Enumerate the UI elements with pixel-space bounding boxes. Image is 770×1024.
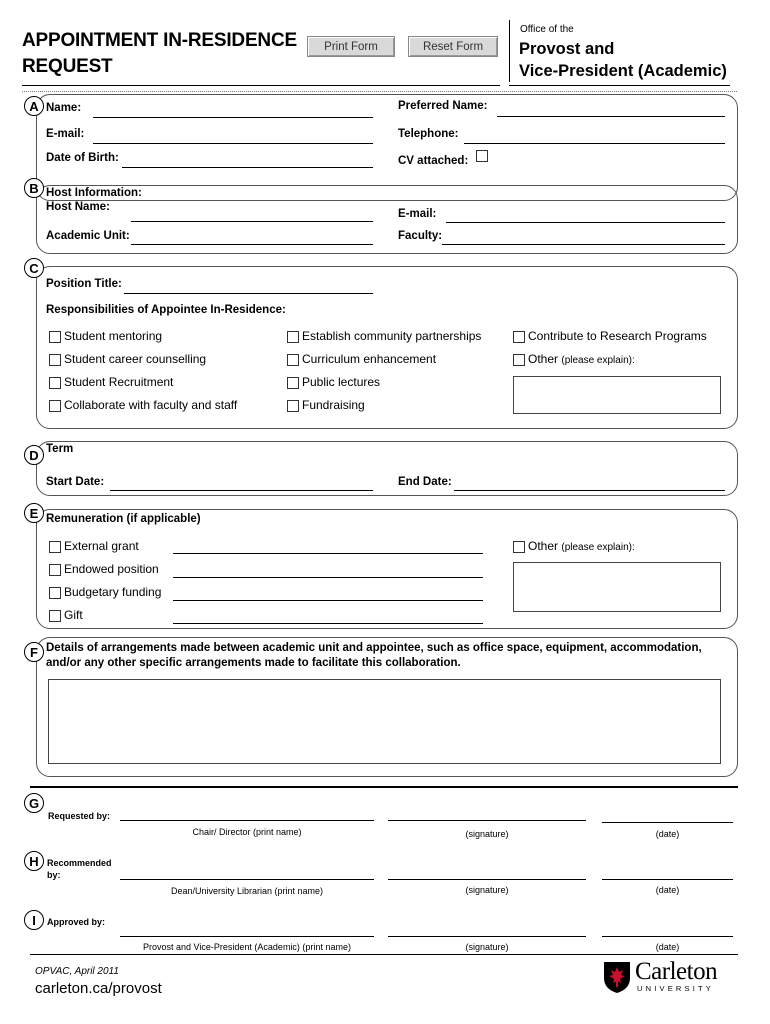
option-collaborate-faculty: Collaborate with faculty and staff bbox=[64, 398, 238, 412]
preferred-name-field[interactable] bbox=[497, 116, 725, 117]
end-date-field[interactable] bbox=[454, 490, 725, 491]
form-code: OPVAC, April 2011 bbox=[35, 966, 119, 977]
carleton-crest-icon bbox=[602, 960, 632, 994]
position-title-field[interactable] bbox=[124, 293, 373, 294]
name-label: Name: bbox=[46, 102, 82, 114]
remuneration-label: Remuneration (if applicable) bbox=[46, 513, 201, 525]
form-title bbox=[22, 28, 297, 80]
section-g-letter: G bbox=[24, 793, 44, 813]
cv-attached-checkbox[interactable] bbox=[476, 150, 488, 162]
option-external-grant: External grant bbox=[64, 539, 139, 553]
requested-date-caption: (date) bbox=[655, 829, 680, 839]
requested-signature-caption: (signature) bbox=[465, 829, 509, 839]
checkbox-student-mentoring[interactable] bbox=[49, 331, 61, 343]
host-name-field[interactable] bbox=[131, 221, 373, 222]
host-email-field[interactable] bbox=[446, 222, 725, 223]
section-h-letter: H bbox=[24, 851, 44, 871]
cv-attached-label: CV attached: bbox=[398, 155, 469, 167]
email-label: E-mail: bbox=[46, 128, 85, 140]
office-name bbox=[519, 38, 727, 82]
option-student-career-counselling: Student career counselling bbox=[64, 352, 207, 366]
start-date-field[interactable] bbox=[110, 490, 373, 491]
provost-vp-caption: Provost and Vice-President (Academic) (print name) bbox=[143, 942, 351, 952]
option-curriculum-enhancement: Curriculum enhancement bbox=[302, 352, 437, 366]
checkbox-e-other[interactable] bbox=[513, 541, 525, 553]
option-endowed-position: Endowed position bbox=[64, 562, 159, 576]
option-c-other bbox=[528, 352, 635, 366]
signatures-rule bbox=[30, 786, 738, 788]
approved-signature-caption: (signature) bbox=[465, 942, 509, 952]
dob-label: Date of Birth: bbox=[46, 152, 119, 164]
header-rule-right bbox=[509, 85, 730, 86]
external-grant-field[interactable] bbox=[173, 553, 483, 554]
section-e-letter: E bbox=[24, 503, 44, 523]
c-other-label: Other bbox=[528, 352, 559, 366]
gift-field[interactable] bbox=[173, 623, 483, 624]
checkbox-gift[interactable] bbox=[49, 610, 61, 622]
host-information-label: Host Information: bbox=[46, 187, 142, 199]
form-title-line1: APPOINTMENT IN-RESIDENCE bbox=[22, 30, 297, 51]
print-form-button[interactable]: Print Form bbox=[307, 36, 395, 57]
recommended-line1: Recommended bbox=[47, 858, 112, 868]
dotted-separator bbox=[22, 91, 737, 92]
host-email-label: E-mail: bbox=[398, 208, 437, 220]
e-other-explain-field[interactable] bbox=[513, 562, 721, 612]
dob-field[interactable] bbox=[122, 167, 373, 168]
approved-name-field[interactable] bbox=[120, 936, 374, 937]
telephone-label: Telephone: bbox=[398, 128, 459, 140]
chair-director-caption: Chair/ Director (print name) bbox=[192, 827, 302, 837]
details-line2: and/or any other specific arrangements made to facilitate this collaboration. bbox=[46, 657, 461, 669]
checkbox-c-other[interactable] bbox=[513, 354, 525, 366]
footer-rule bbox=[30, 954, 738, 955]
website-link[interactable]: carleton.ca/provost bbox=[35, 980, 162, 997]
academic-unit-field[interactable] bbox=[131, 244, 373, 245]
carleton-logo-text: Carleton bbox=[635, 958, 718, 985]
requested-name-field[interactable] bbox=[120, 820, 374, 821]
recommended-name-field[interactable] bbox=[120, 879, 374, 880]
end-date-label: End Date: bbox=[398, 476, 452, 488]
option-student-recruitment: Student Recruitment bbox=[64, 375, 174, 389]
office-of-label: Office of the bbox=[520, 24, 574, 35]
header-rule-left bbox=[22, 85, 500, 86]
details-line1: Details of arrangements made between academic unit and appointee, such as office space, equipment, accommodation, bbox=[46, 642, 702, 654]
c-other-explain-field[interactable] bbox=[513, 376, 721, 414]
dean-librarian-caption: Dean/University Librarian (print name) bbox=[170, 886, 324, 896]
e-other-label: Other bbox=[528, 539, 559, 553]
recommended-signature-caption: (signature) bbox=[465, 885, 509, 895]
checkbox-curriculum-enhancement[interactable] bbox=[287, 354, 299, 366]
section-d-box bbox=[36, 441, 738, 496]
option-gift: Gift bbox=[64, 608, 83, 622]
approved-date-caption: (date) bbox=[655, 942, 680, 952]
section-i-letter: I bbox=[24, 910, 44, 930]
option-community-partnerships: Establish community partnerships bbox=[302, 329, 482, 343]
requested-signature-field[interactable] bbox=[388, 820, 586, 821]
header-divider bbox=[509, 20, 510, 82]
section-c-letter: C bbox=[24, 258, 44, 278]
option-e-other bbox=[528, 539, 635, 553]
faculty-label: Faculty: bbox=[398, 230, 443, 242]
details-label bbox=[46, 641, 736, 671]
checkbox-student-recruitment[interactable] bbox=[49, 377, 61, 389]
checkbox-research-programs[interactable] bbox=[513, 331, 525, 343]
responsibilities-label: Responsibilities of Appointee In-Residence: bbox=[46, 304, 286, 316]
section-a-letter: A bbox=[24, 96, 44, 116]
office-name-line1: Provost and bbox=[519, 40, 615, 58]
checkbox-public-lectures[interactable] bbox=[287, 377, 299, 389]
telephone-field[interactable] bbox=[464, 143, 725, 144]
preferred-name-label: Preferred Name: bbox=[398, 100, 488, 112]
option-public-lectures: Public lectures bbox=[302, 375, 381, 389]
recommended-line2: by: bbox=[47, 870, 61, 880]
university-logo-text: UNIVERSITY bbox=[637, 984, 715, 993]
option-student-mentoring: Student mentoring bbox=[64, 329, 163, 343]
approved-by-label: Approved by: bbox=[47, 917, 106, 927]
requested-by-label: Requested by: bbox=[48, 811, 111, 821]
option-fundraising: Fundraising bbox=[302, 398, 365, 412]
e-please-explain: (please explain): bbox=[561, 542, 635, 553]
details-field[interactable] bbox=[48, 679, 721, 764]
reset-form-button[interactable]: Reset Form bbox=[408, 36, 498, 57]
c-please-explain: (please explain): bbox=[561, 355, 635, 366]
recommended-signature-field[interactable] bbox=[388, 879, 586, 880]
start-date-label: Start Date: bbox=[46, 476, 105, 488]
section-d-letter: D bbox=[24, 445, 44, 465]
form-title-line2: REQUEST bbox=[22, 56, 113, 77]
name-field[interactable] bbox=[93, 117, 373, 118]
checkbox-community-partnerships[interactable] bbox=[287, 331, 299, 343]
recommended-date-caption: (date) bbox=[655, 885, 680, 895]
section-b-letter: B bbox=[24, 178, 44, 198]
checkbox-student-career-counselling[interactable] bbox=[49, 354, 61, 366]
faculty-field[interactable] bbox=[442, 244, 725, 245]
checkbox-fundraising[interactable] bbox=[287, 400, 299, 412]
position-title-label: Position Title: bbox=[46, 278, 122, 290]
term-label: Term bbox=[46, 443, 74, 455]
checkbox-budgetary-funding[interactable] bbox=[49, 587, 61, 599]
email-field[interactable] bbox=[93, 143, 373, 144]
endowed-position-field[interactable] bbox=[173, 577, 483, 578]
recommended-date-field[interactable] bbox=[602, 879, 733, 880]
recommended-by-label bbox=[47, 857, 112, 881]
checkbox-external-grant[interactable] bbox=[49, 541, 61, 553]
office-name-line2: Vice-President (Academic) bbox=[519, 62, 727, 80]
approved-date-field[interactable] bbox=[602, 936, 733, 937]
budgetary-funding-field[interactable] bbox=[173, 600, 483, 601]
host-name-label: Host Name: bbox=[46, 201, 110, 213]
option-research-programs: Contribute to Research Programs bbox=[528, 329, 707, 343]
academic-unit-label: Academic Unit: bbox=[46, 230, 130, 242]
requested-date-field[interactable] bbox=[602, 822, 733, 823]
checkbox-endowed-position[interactable] bbox=[49, 564, 61, 576]
section-f-letter: F bbox=[24, 642, 44, 662]
option-budgetary-funding: Budgetary funding bbox=[64, 585, 162, 599]
checkbox-collaborate-faculty[interactable] bbox=[49, 400, 61, 412]
approved-signature-field[interactable] bbox=[388, 936, 586, 937]
